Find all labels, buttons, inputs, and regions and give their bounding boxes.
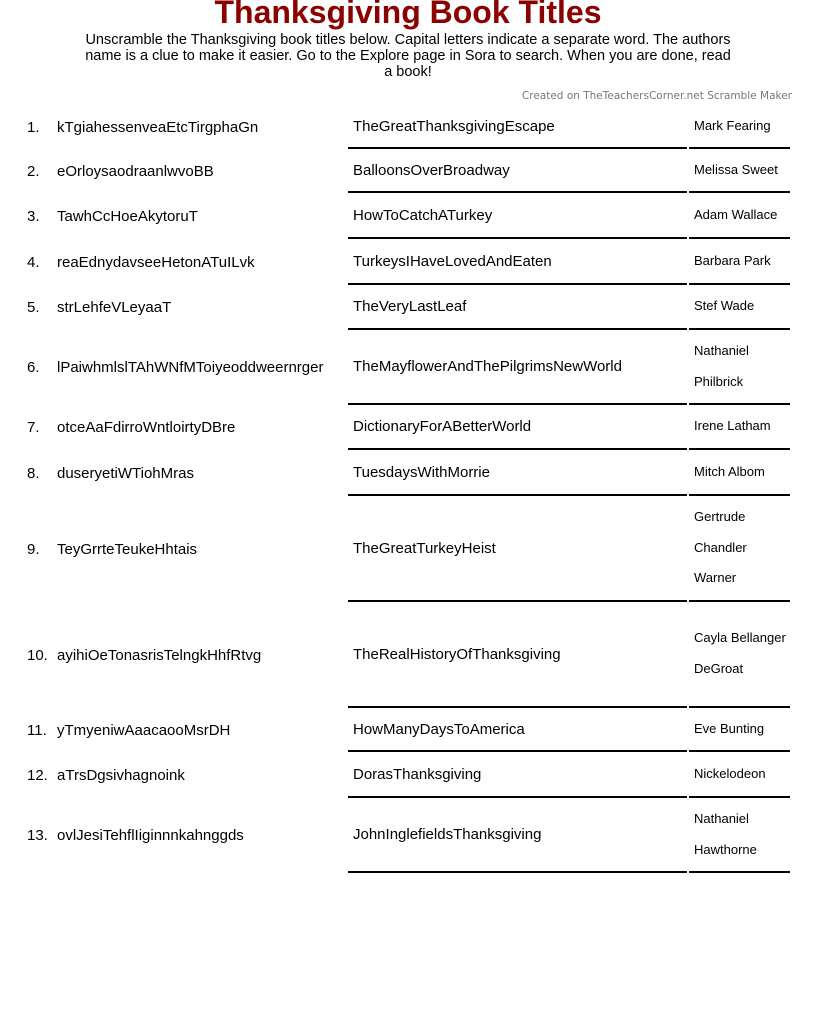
scrambled-word: TeyGrrteTeukeHhtais (57, 540, 198, 558)
table-row (24, 285, 790, 330)
scrambled-word: reaEdnydavseeHetonATuILvk (57, 253, 255, 271)
answer-line: HowToCatchATurkey (348, 193, 687, 239)
scramble-table (22, 105, 792, 873)
table-row (24, 105, 790, 149)
answer-line: HowManyDaysToAmerica (348, 708, 687, 752)
table-row (24, 330, 790, 405)
row-number: 10. (27, 646, 48, 664)
author-hint: Adam Wallace (689, 193, 790, 239)
table-row (24, 149, 790, 193)
row-number: 4. (27, 253, 40, 271)
row-number: 1. (27, 118, 40, 136)
scrambled-word: eOrloysaodraanlwvoBB (57, 162, 214, 180)
answer-line: TuesdaysWithMorrie (348, 450, 687, 496)
author-hint: Cayla Bellanger DeGroat (689, 602, 790, 708)
author-hint: Nathaniel Hawthorne (689, 798, 790, 873)
table-row (24, 798, 790, 873)
table-row (24, 193, 790, 239)
table-row (24, 405, 790, 450)
author-hint: Gertrude Chandler Warner (689, 496, 790, 602)
answer-line: TheMayflowerAndThePilgrimsNewWorld (348, 330, 687, 405)
answer-line: DorasThanksgiving (348, 752, 687, 798)
table-row (24, 602, 790, 708)
row-number: 2. (27, 162, 40, 180)
row-number: 11. (27, 721, 47, 739)
scrambled-word: ayihiOeTonasrisTelngkHhfRtvg (57, 646, 262, 664)
row-number: 8. (27, 464, 40, 482)
table-row (24, 450, 790, 496)
answer-line: JohnInglefieldsThanksgiving (348, 798, 687, 873)
answer-line: TheRealHistoryOfThanksgiving (348, 602, 687, 708)
row-number: 7. (27, 419, 40, 436)
scrambled-word: duseryetiWTiohMras (57, 464, 194, 482)
answer-line: TurkeysIHaveLovedAndEaten (348, 239, 687, 285)
author-hint: Barbara Park (689, 239, 790, 285)
table-row (24, 752, 790, 798)
author-hint: Irene Latham (689, 405, 790, 450)
row-number: 5. (27, 299, 40, 316)
page-title: Thanksgiving Book Titles (214, 0, 602, 30)
answer-line: TheGreatTurkeyHeist (348, 496, 687, 602)
author-hint: Mitch Albom (689, 450, 790, 496)
row-number: 3. (27, 207, 40, 225)
credit-text: Created on TheTeachersCorner.net Scramble Maker (521, 90, 792, 102)
answer-line: DictionaryForABetterWorld (348, 405, 687, 450)
table-row (24, 239, 790, 285)
scrambled-word: yTmyeniwAaacaooMsrDH (57, 721, 231, 739)
answer-line: TheVeryLastLeaf (348, 285, 687, 330)
table-row (24, 708, 790, 752)
table-row (24, 496, 790, 602)
answer-line: BalloonsOverBroadway (348, 149, 687, 193)
row-number: 9. (27, 540, 40, 558)
row-number: 13. (27, 827, 48, 844)
author-hint: Nathaniel Philbrick (689, 330, 790, 405)
author-hint: Stef Wade (689, 285, 790, 330)
author-hint: Mark Fearing (689, 105, 790, 149)
scrambled-word: kTgiahessenveaEtcTirgphaGn (57, 118, 259, 136)
instructions: Unscramble the Thanksgiving book titles below. Capital letters indicate a separate word. The authors name is a clue to make it easier. Go to the Explore page in Sora to search. When you are done, read a book! (85, 32, 731, 80)
author-hint: Nickelodeon (689, 752, 790, 798)
row-number: 12. (27, 766, 48, 784)
scrambled-word: aTrsDgsivhagnoink (57, 766, 185, 784)
scrambled-word: otceAaFdirroWntloirtyDBre (57, 419, 236, 436)
author-hint: Eve Bunting (689, 708, 790, 752)
answer-line: TheGreatThanksgivingEscape (348, 105, 687, 149)
scrambled-word: TawhCcHoeAkytoruT (57, 207, 198, 225)
scrambled-word: ovlJesiTehflIiginnnkahnggds (57, 827, 244, 844)
scrambled-word: strLehfeVLeyaaT (57, 299, 172, 316)
author-hint: Melissa Sweet (689, 149, 790, 193)
row-number: 6. (27, 359, 40, 376)
scrambled-word: lPaiwhmlslTAhWNfMToiyeoddweernrger (57, 359, 324, 376)
